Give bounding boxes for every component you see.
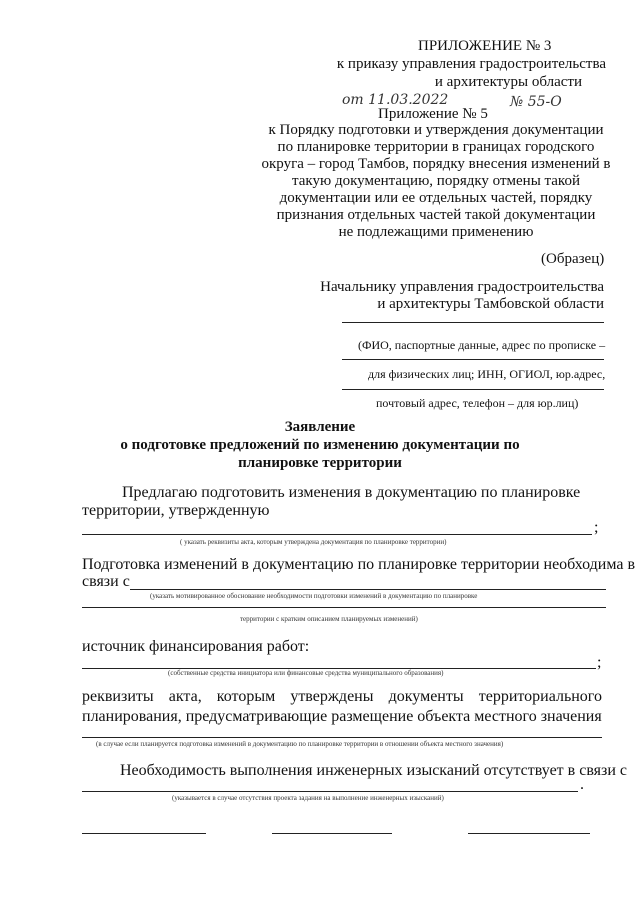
annex-title: ПРИЛОЖЕНИЕ № 3 [418,38,552,54]
addressee-hint-2: для физических лиц; ИНН, ОГИОЛ, юр.адрес, [368,367,606,381]
paragraph-2-line-2: связи с [82,573,130,590]
act-details-field[interactable] [82,534,592,535]
financing-hint: (собственные средства инициатора или финансовые средства муниципального образования) [168,669,444,677]
document-subtitle-line-2: планировке территории [238,455,402,471]
paragraph-4-word-3: которым [216,688,276,705]
paragraph-1-line-2: территории, утвержденную [82,502,270,519]
addressee-hint-3: почтовый адрес, телефон – для юр.лиц) [376,396,579,410]
paragraph-3: источник финансирования работ: [82,638,310,655]
annex-sub-line-3: округа – город Тамбов, порядку внесения изменений в [261,156,611,172]
annex-sub-line-4: такую документацию, порядку отмены такой [292,173,580,189]
survey-hint: (указывается в случае отсутствия проекта задания на выполнение инженерных изысканий) [172,794,444,802]
annex-subtitle: Приложение № 5 [378,106,488,122]
paragraph-4-word-1: реквизиты [82,688,154,705]
signature-line-1[interactable] [82,833,206,834]
addressee-field-1[interactable] [342,322,604,323]
semicolon-2: ; [597,654,602,671]
annex-line-2: и архитектуры области [434,74,582,90]
paragraph-4-line-2: планирования, предусматривающие размещение объекта местного значения [82,708,602,725]
annex-sub-line-1: к Порядку подготовки и утверждения документации [268,122,604,138]
annex-sub-line-2: по планировке территории в границах городского [277,139,595,155]
document-title: Заявление [284,419,356,435]
annex-sub-line-6: признания отдельных частей такой документации [276,207,596,223]
addressee-field-2[interactable] [342,359,604,360]
signature-line-2[interactable] [272,833,392,834]
annex-sub-line-5: документации или ее отдельных частей, порядку [279,190,593,206]
reason-hint-2: территории с кратким описанием планируемых изменений) [240,615,418,623]
signature-line-3[interactable] [468,833,590,834]
addressee-field-3[interactable] [342,389,604,390]
annex-line-1: к приказу управления градостроительства [336,56,606,72]
period: . [580,776,584,793]
paragraph-5: Необходимость выполнения инженерных изысканий отсутствует в связи с [120,762,628,779]
reason-field-2[interactable] [82,607,606,608]
survey-reason-field[interactable] [82,791,578,792]
paragraph-4-word-2: акта, [168,688,202,705]
paragraph-2-line-1: Подготовка изменений в документацию по планировке территории необходима в [82,556,636,573]
semicolon-1: ; [594,519,599,536]
plan-act-hint: (в случае если планируется подготовка изменений в документацию по планировке территории в отношении объекта местного значения) [96,740,504,748]
paragraph-4-word-4: утверждены [290,688,374,705]
paragraph-4-word-5: документы [388,688,464,705]
addressee-line-1: Начальнику управления градостроительства [320,279,604,295]
act-details-hint: ( указать реквизиты акта, которым утверждена документация по планировке территории) [180,538,447,546]
paragraph-4-line-1 [82,688,602,706]
plan-act-field[interactable] [82,737,602,738]
addressee-line-2: и архитектуры Тамбовской области [377,296,604,312]
document-subtitle-line-1: о подготовке предложений по изменению документации по [120,437,520,453]
paragraph-4-word-6: территориального [478,688,602,705]
handwritten-date: от 11.03.2022 [342,92,449,108]
sample-label: (Образец) [541,251,605,267]
addressee-hint-1: (ФИО, паспортные данные, адрес по прописке – [358,338,606,352]
reason-field-1[interactable] [130,589,606,590]
handwritten-number: № 55-О [510,94,562,110]
reason-hint-1: (указать мотивированное обоснование необходимости подготовки изменений в документацию по планировке [150,592,478,600]
paragraph-1-line-1: Предлагаю подготовить изменения в документацию по планировке [122,484,581,501]
annex-sub-line-7: не подлежащими применению [338,224,534,240]
